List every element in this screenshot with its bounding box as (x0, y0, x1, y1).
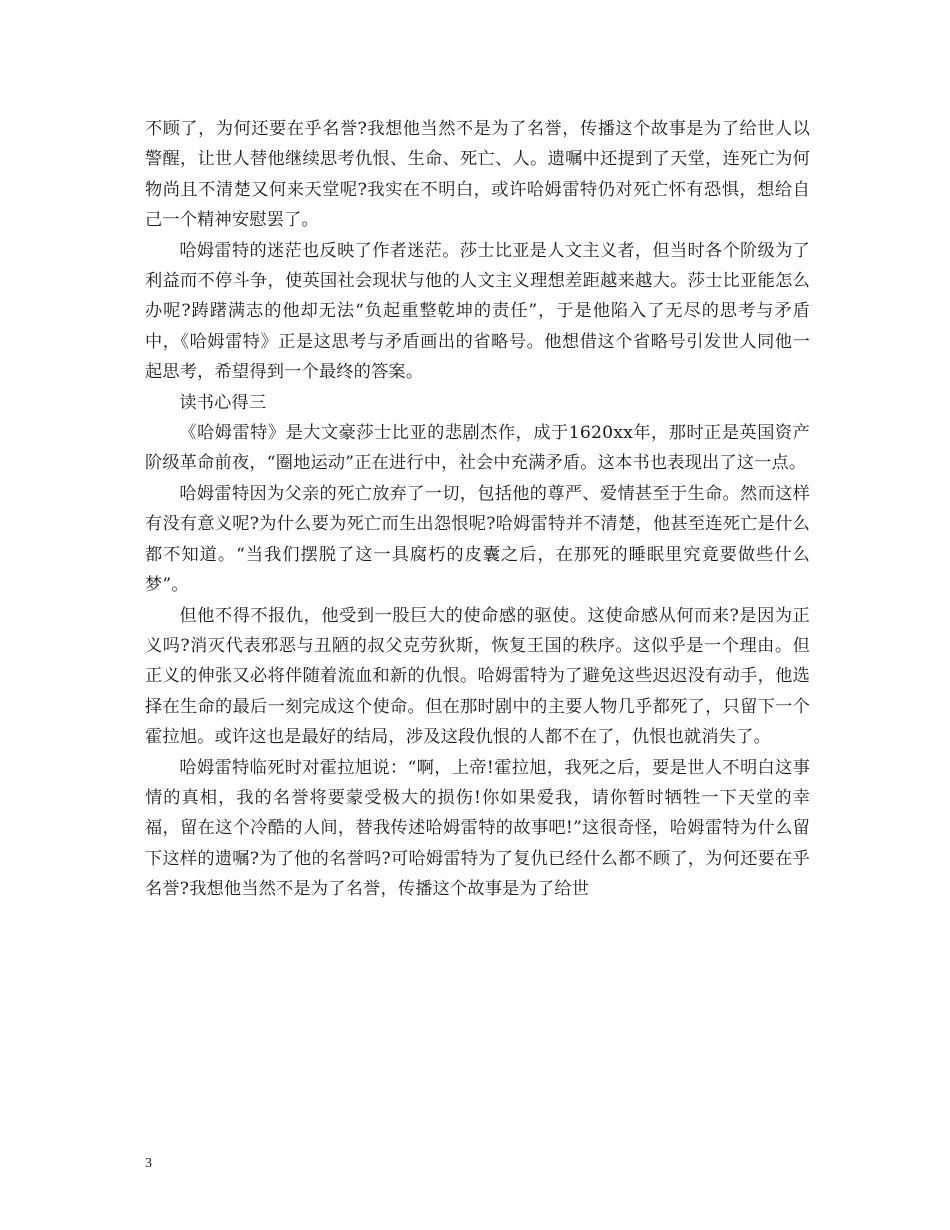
paragraph-father-death: 哈姆雷特因为父亲的死亡放弃了一切，包括他的尊严、爱情甚至于生命。然而这样有没有意义呢?为什么要为死亡而生出怨恨呢?哈姆雷特并不清楚，他甚至连死亡是什么都不知道。“当我们摆脱了这一具腐朽的皮囊之后，在那死的睡眠里究竟要做些什么梦”。 (145, 483, 810, 596)
section-heading: 读书心得三 (179, 392, 267, 413)
paragraph-revenge: 但他不得不报仇，他受到一股巨大的使命感的驱使。这使命感从何而来?是因为正义吗?消灭代表邪恶与丑陋的叔父克劳狄斯，恢复王国的秩序。这似乎是一个理由。但正义的伸张又必将伴随着流血和新的仇恨。哈姆雷特为了避免这些迟迟没有动手，他选择在生命的最后一刻完成这个使命。但在那时剧中的主要人物几乎都死了，只留下一个霍拉旭。或许这也是最好的结局，涉及这段仇恨的人都不在了，仇恨也就消失了。 (145, 605, 810, 748)
page-number: 3 (145, 1156, 152, 1171)
document-body (145, 114, 810, 905)
paragraph-introduction: 《哈姆雷特》是大文豪莎士比亚的悲剧杰作，成于1620xx年，那时正是英国资产阶级革命前夜，“圈地运动”正在进行中，社会中充满矛盾。这本书也表现出了这一点。 (145, 423, 810, 474)
paragraph-last-words: 哈姆雷特临死时对霍拉旭说：“啊，上帝!霍拉旭，我死之后，要是世人不明白这事情的真相，我的名誉将要蒙受极大的损伤!你如果爱我，请你暂时牺牲一下天堂的幸福，留在这个冷酷的人间，替我传述哈姆雷特的故事吧!”这很奇怪，哈姆雷特为什么留下这样的遗嘱?为了他的名誉吗?可哈姆雷特为了复仇已经什么都不顾了，为何还要在乎名誉?我想他当然不是为了名誉，传播这个故事是为了给世 (145, 757, 810, 900)
paragraph-continuation: 不顾了，为何还要在乎名誉?我想他当然不是为了名誉，传播这个故事是为了给世人以警醒，让世人替他继续思考仇恨、生命、死亡、人。遗嘱中还提到了天堂，连死亡为何物尚且不清楚又何来天堂呢?我实在不明白，或许哈姆雷特仍对死亡怀有恐惧，想给自己一个精神安慰罢了。 (145, 119, 810, 231)
paragraph-author-confusion: 哈姆雷特的迷茫也反映了作者迷茫。莎士比亚是人文主义者，但当时各个阶级为了利益而不停斗争，使英国社会现状与他的人文主义理想差距越来越大。莎士比亚能怎么办呢?踌躇满志的他却无法“负起重整乾坤的责任”，于是他陷入了无尽的思考与矛盾中，《哈姆雷特》正是这思考与矛盾画出的省略号。他想借这个省略号引发世人同他一起思考，希望得到一个最终的答案。 (145, 240, 810, 383)
